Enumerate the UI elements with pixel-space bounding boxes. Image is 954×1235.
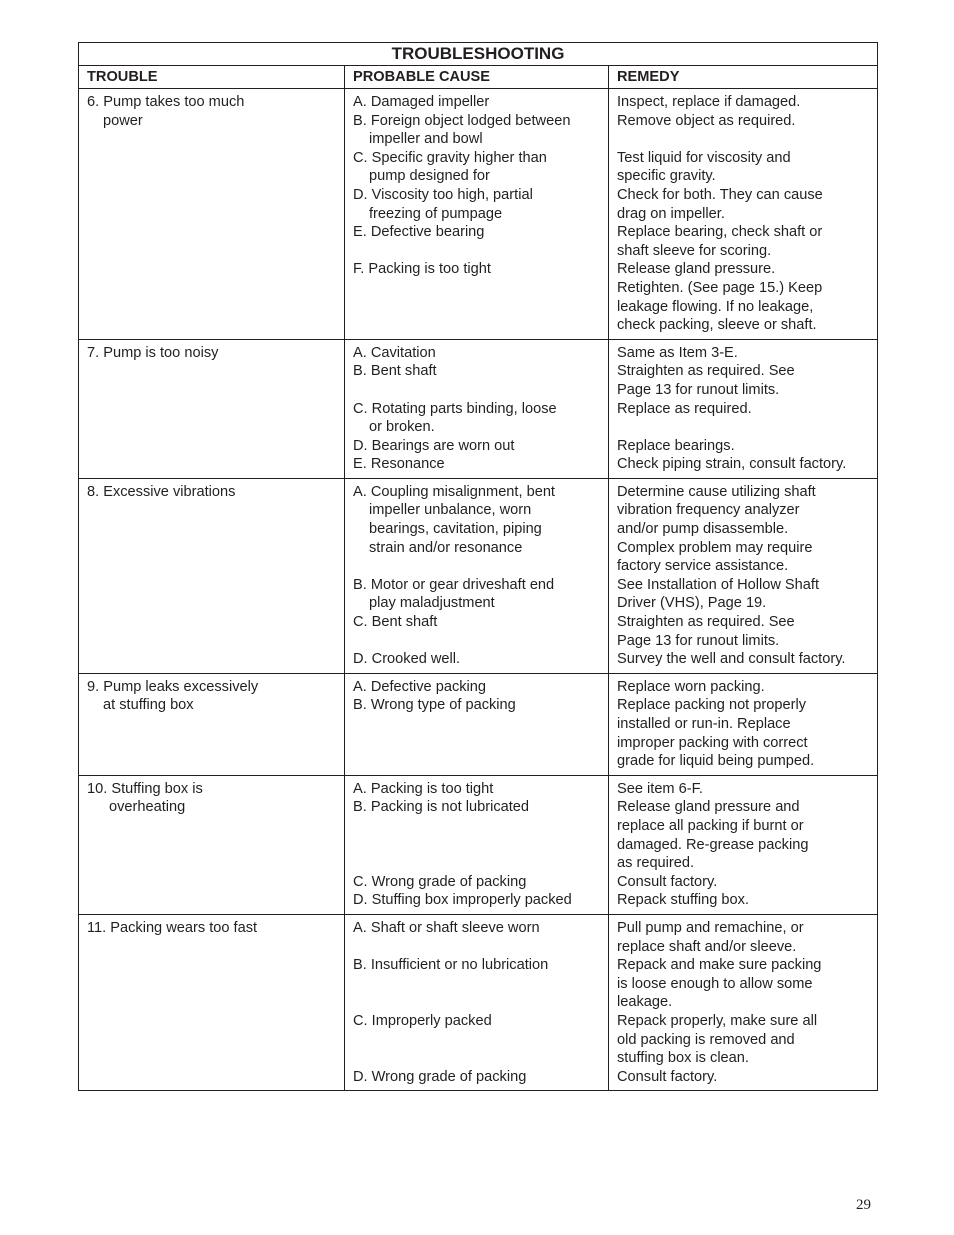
cause-line: A. Damaged impeller — [353, 94, 490, 110]
remedy-line: Replace bearing, check shaft or — [617, 224, 823, 241]
table-title-row — [79, 43, 878, 66]
remedy-line: Replace packing not properly — [617, 697, 807, 714]
cause-line: bearings, cavitation, piping — [369, 521, 542, 538]
cause-line — [353, 817, 604, 836]
cause-line: D. Crooked well. — [353, 651, 461, 668]
remedy-line: Remove object as required. — [617, 112, 796, 129]
cause-line — [353, 938, 604, 957]
remedy-cell — [609, 478, 878, 673]
remedy-line: replace all packing if burnt or — [617, 817, 804, 834]
cause-line: D. Wrong grade of packing — [353, 1068, 527, 1085]
trouble-line: power — [103, 112, 143, 129]
cause-line: B. Foreign object lodged between — [353, 112, 571, 129]
cause-line: strain and/or resonance — [369, 539, 523, 556]
remedy-line — [617, 130, 873, 149]
remedy-line: is loose enough to allow some — [617, 975, 813, 992]
remedy-line: replace shaft and/or sleeve. — [617, 938, 797, 955]
remedy-line: Check for both. They can cause — [617, 186, 823, 203]
remedy-line: Retighten. (See page 15.) Keep — [617, 279, 823, 296]
header-remedy: REMEDY — [609, 66, 878, 89]
cause-line — [353, 1049, 604, 1068]
trouble-line: at stuffing box — [103, 697, 194, 714]
remedy-line: Test liquid for viscosity and — [617, 149, 791, 166]
remedy-line: grade for liquid being pumped. — [617, 753, 815, 770]
remedy-cell — [609, 775, 878, 914]
remedy-line: Consult factory. — [617, 873, 718, 890]
table-row — [79, 673, 878, 775]
cause-line: E. Defective bearing — [353, 224, 485, 241]
remedy-line: check packing, sleeve or shaft. — [617, 317, 817, 334]
trouble-cell — [79, 339, 345, 478]
cause-line — [353, 632, 604, 651]
table-title: TROUBLESHOOTING — [79, 43, 878, 66]
header-probable-cause: PROBABLE CAUSE — [345, 66, 609, 89]
table-row — [79, 89, 878, 340]
trouble-cell — [79, 914, 345, 1090]
troubleshooting-table — [78, 42, 878, 1091]
remedy-line: factory service assistance. — [617, 558, 789, 575]
remedy-line: Release gland pressure and — [617, 799, 800, 816]
cause-line: play maladjustment — [369, 595, 495, 612]
remedy-line: Page 13 for runout limits. — [617, 381, 780, 398]
remedy-line: drag on impeller. — [617, 205, 725, 222]
cause-cell — [345, 339, 609, 478]
trouble-line: 9. Pump leaks excessively — [87, 678, 259, 695]
cause-cell — [345, 478, 609, 673]
remedy-line: Repack properly, make sure all — [617, 1012, 818, 1029]
cause-line — [353, 975, 604, 994]
remedy-cell — [609, 914, 878, 1090]
remedy-line: installed or run-in. Replace — [617, 716, 791, 732]
cause-cell — [345, 89, 609, 340]
cause-line: E. Resonance — [353, 456, 445, 473]
cause-line: A. Defective packing — [353, 678, 487, 695]
remedy-line: Driver (VHS), Page 19. — [617, 595, 767, 612]
remedy-line: Release gland pressure. — [617, 261, 776, 278]
remedy-line: as required. — [617, 855, 695, 872]
table-body — [79, 89, 878, 1091]
trouble-line: overheating — [109, 799, 186, 816]
table-row — [79, 478, 878, 673]
cause-line: C. Rotating parts binding, loose — [353, 400, 557, 417]
cause-line: C. Bent shaft — [353, 614, 438, 631]
cause-line: D. Viscosity too high, partial — [353, 186, 533, 203]
remedy-line: Replace worn packing. — [617, 678, 765, 695]
trouble-line: 10. Stuffing box is — [87, 780, 203, 797]
trouble-cell — [79, 89, 345, 340]
remedy-line: Same as Item 3-E. — [617, 344, 738, 361]
cause-line: B. Packing is not lubricated — [353, 799, 530, 816]
remedy-line: See item 6-F. — [617, 780, 703, 797]
remedy-line: stuffing box is clean. — [617, 1050, 749, 1067]
remedy-line: vibration frequency analyzer — [617, 502, 800, 519]
remedy-cell — [609, 89, 878, 340]
cause-line: or broken. — [369, 419, 435, 436]
cause-line: C. Wrong grade of packing — [353, 873, 527, 890]
cause-line: B. Insufficient or no lubrication — [353, 957, 549, 974]
cause-line — [353, 1031, 604, 1050]
cause-cell — [345, 914, 609, 1090]
cause-line: C. Improperly packed — [353, 1012, 492, 1029]
cause-line: A. Packing is too tight — [353, 780, 494, 797]
remedy-line: leakage flowing. If no leakage, — [617, 298, 814, 315]
trouble-cell — [79, 673, 345, 775]
cause-line: impeller and bowl — [369, 131, 483, 148]
cause-line — [353, 557, 604, 576]
cause-line: freezing of pumpage — [369, 205, 503, 222]
cause-line: A. Shaft or shaft sleeve worn — [353, 919, 540, 936]
trouble-line: 6. Pump takes too much — [87, 94, 245, 110]
remedy-line — [617, 418, 873, 437]
remedy-cell — [609, 673, 878, 775]
remedy-line: Check piping strain, consult factory. — [617, 456, 847, 473]
remedy-line: specific gravity. — [617, 168, 716, 185]
remedy-line: Straighten as required. See — [617, 614, 795, 631]
cause-line: A. Cavitation — [353, 344, 436, 361]
cause-cell — [345, 775, 609, 914]
remedy-line: Straighten as required. See — [617, 363, 795, 380]
cause-line: A. Coupling misalignment, bent — [353, 483, 555, 500]
remedy-line: leakage. — [617, 994, 673, 1011]
remedy-line: Replace as required. — [617, 400, 752, 417]
remedy-line: See Installation of Hollow Shaft — [617, 576, 819, 593]
cause-line: C. Specific gravity higher than — [353, 149, 547, 166]
header-trouble: TROUBLE — [79, 66, 345, 89]
remedy-cell — [609, 339, 878, 478]
remedy-line: Survey the well and consult factory. — [617, 651, 846, 668]
table-header-row — [79, 66, 878, 89]
cause-line: B. Motor or gear driveshaft end — [353, 576, 555, 593]
remedy-line: and/or pump disassemble. — [617, 521, 789, 538]
cause-line — [353, 854, 604, 873]
trouble-cell — [79, 478, 345, 673]
remedy-line: Complex problem may require — [617, 539, 813, 556]
trouble-line: 11. Packing wears too fast — [87, 919, 258, 936]
cause-line — [353, 993, 604, 1012]
cause-cell — [345, 673, 609, 775]
cause-line: B. Bent shaft — [353, 363, 437, 380]
remedy-line: improper packing with correct — [617, 734, 808, 751]
cause-line: impeller unbalance, worn — [369, 502, 532, 519]
cause-line: F. Packing is too tight — [353, 261, 491, 278]
remedy-line: Page 13 for runout limits. — [617, 632, 780, 649]
remedy-line: old packing is removed and — [617, 1031, 795, 1048]
remedy-line: Consult factory. — [617, 1068, 718, 1085]
remedy-line: Replace bearings. — [617, 437, 735, 454]
cause-line: pump designed for — [369, 168, 490, 185]
remedy-line: Determine cause utilizing shaft — [617, 483, 816, 500]
remedy-line: damaged. Re-grease packing — [617, 836, 809, 853]
table-row — [79, 914, 878, 1090]
page-number: 29 — [856, 1197, 871, 1213]
remedy-line: Repack and make sure packing — [617, 957, 822, 974]
cause-line: D. Bearings are worn out — [353, 437, 515, 454]
remedy-line: Inspect, replace if damaged. — [617, 94, 801, 110]
trouble-line: 8. Excessive vibrations — [87, 483, 236, 500]
table-row — [79, 775, 878, 914]
trouble-cell — [79, 775, 345, 914]
remedy-line: Repack stuffing box. — [617, 892, 749, 909]
trouble-line: 7. Pump is too noisy — [87, 344, 219, 361]
cause-line — [353, 242, 604, 261]
cause-line: B. Wrong type of packing — [353, 697, 516, 714]
cause-line: D. Stuffing box improperly packed — [353, 892, 572, 909]
remedy-line: Pull pump and remachine, or — [617, 919, 804, 936]
remedy-line: shaft sleeve for scoring. — [617, 242, 772, 259]
cause-line — [353, 836, 604, 855]
table-row — [79, 339, 878, 478]
cause-line — [353, 381, 604, 400]
